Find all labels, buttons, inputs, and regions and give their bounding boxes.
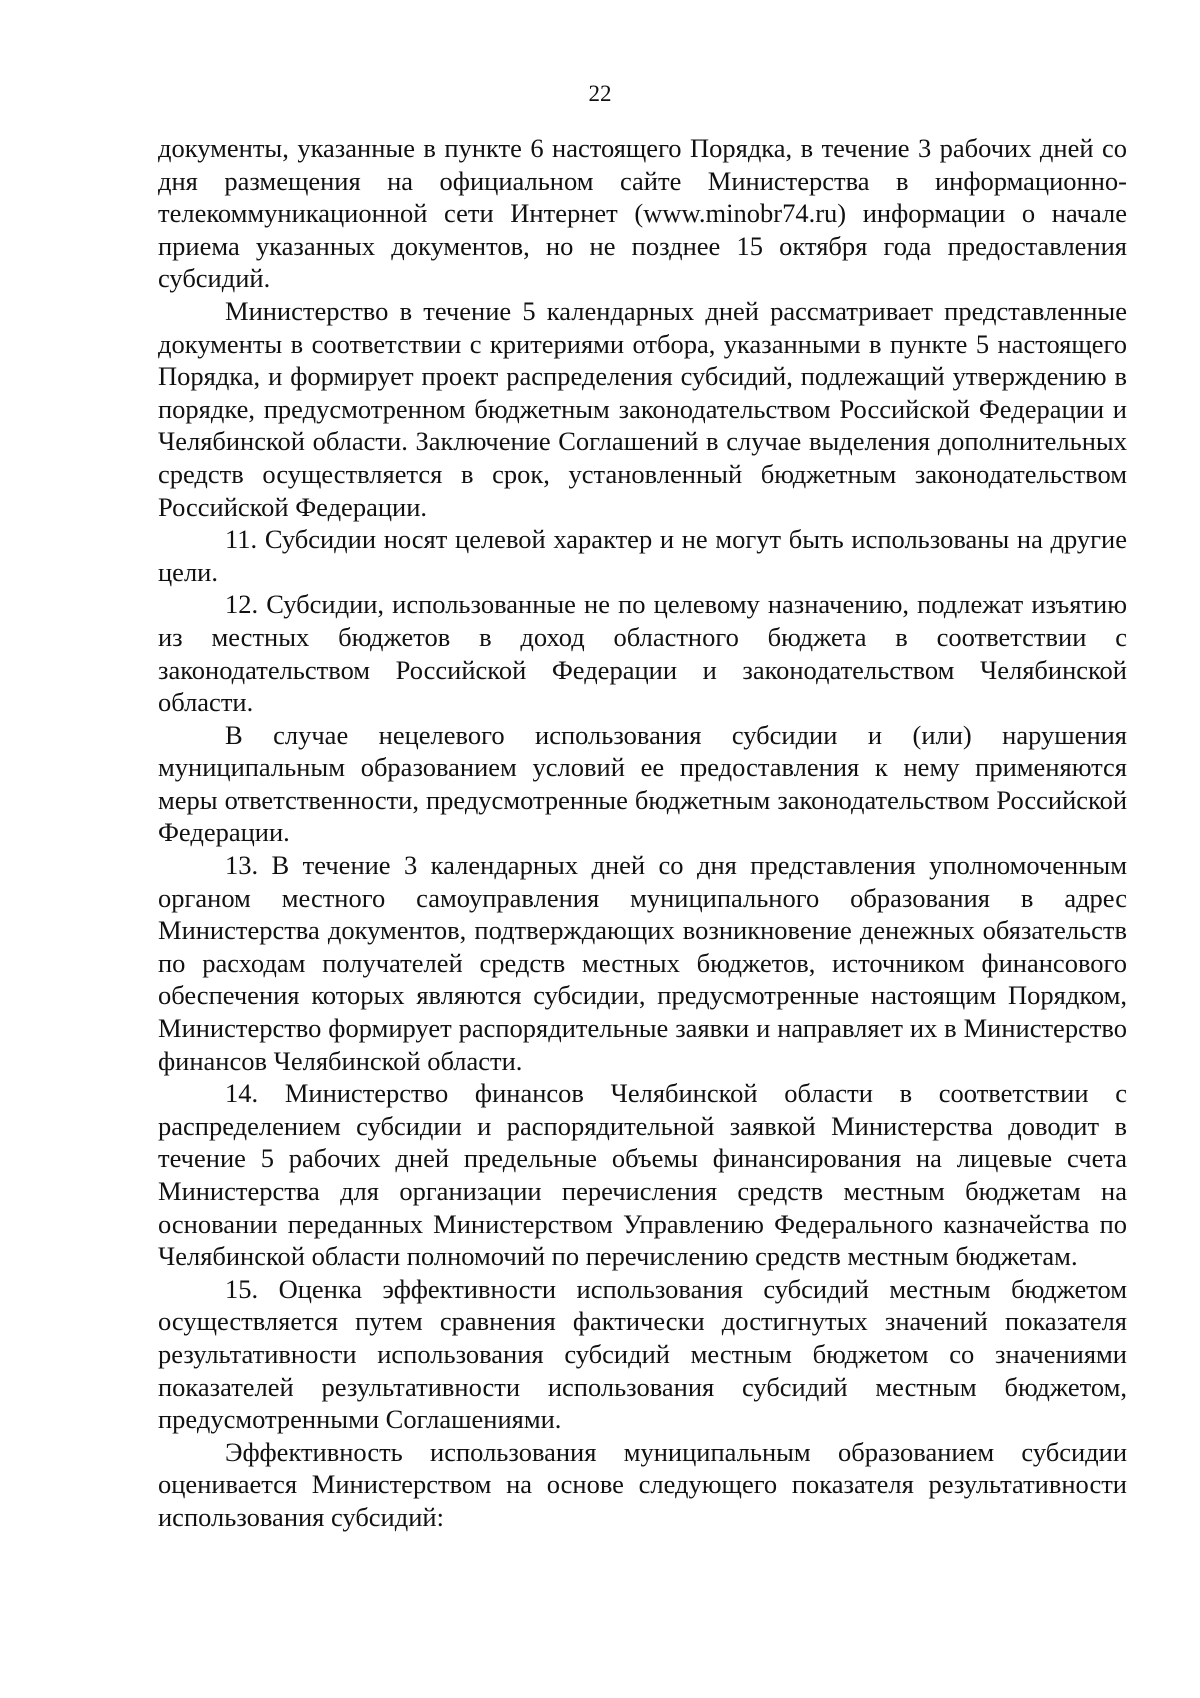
- paragraph-11: 11. Субсидии носят целевой характер и не могут быть использованы на другие цели.: [158, 524, 1127, 587]
- paragraph-13: 13. В течение 3 календарных дней со дня представления уполномоченным органом местного самоуправления муниципального образования в адрес Министерства документов, подтверждающих возникновение денежных обязательств по расходам получателей средств местных бюджетов, источником финансового обеспечения которых являются субсидии, предусмотренные настоящим Порядком, Министерство формирует распорядительные заявки и направляет их в Министерство финансов Челябинской области.: [158, 850, 1127, 1076]
- document-body: [158, 132, 1127, 1534]
- paragraph-ministry-review: Министерство в течение 5 календарных дней рассматривает представленные документы в соответствии с критериями отбора, указанными в пункте 5 настоящего Порядка, и формирует проект распределения субсидий, подлежащий утверждению в порядке, предусмотренном бюджетным законодательством Российской Федерации и Челябинской области. Заключение Соглашений в случае выделения дополнительных средств осуществляется в срок, установленный бюджетным законодательством Российской Федерации.: [158, 295, 1127, 522]
- paragraph-misuse: В случае нецелевого использования субсидии и (или) нарушения муниципальным образованием условий ее предоставления к нему применяются меры ответственности, предусмотренные бюджетным законодательством Российской Федерации.: [158, 719, 1127, 848]
- paragraph-efficiency: Эффективность использования муниципальным образованием субсидии оценивается Министерством на основе следующего показателя результативности использования субсидий:: [158, 1436, 1127, 1532]
- paragraph-continuation: документы, указанные в пункте 6 настоящего Порядка, в течение 3 рабочих дней со дня размещения на официальном сайте Министерства в информационно-телекоммуникационной сети Интернет (www.minobr74.ru) информации о начале приема указанных документов, но не позднее 15 октября года предоставления субсидий.: [158, 133, 1127, 294]
- page-number: 22: [588, 81, 612, 106]
- paragraph-15: 15. Оценка эффективности использования субсидий местным бюджетом осуществляется путем сравнения фактически достигнутых значений показателя результативности использования субсидий местным бюджетом со значениями показателей результативности использования субсидий местным бюджетом, предусмотренными Соглашениями.: [158, 1273, 1127, 1435]
- paragraph-14: 14. Министерство финансов Челябинской области в соответствии с распределением субсидии и распорядительной заявкой Министерства доводит в течение 5 рабочих дней предельные объемы финансирования на лицевые счета Министерства для организации перечисления средств местным бюджетам на основании переданных Министерством Управлению Федерального казначейства по Челябинской области полномочий по перечислению средств местным бюджетам.: [158, 1078, 1127, 1272]
- paragraph-12: 12. Субсидии, использованные не по целевому назначению, подлежат изъятию из местных бюджетов в доход областного бюджета в соответствии с законодательством Российской Федерации и законодательством Челябинской области.: [158, 589, 1127, 718]
